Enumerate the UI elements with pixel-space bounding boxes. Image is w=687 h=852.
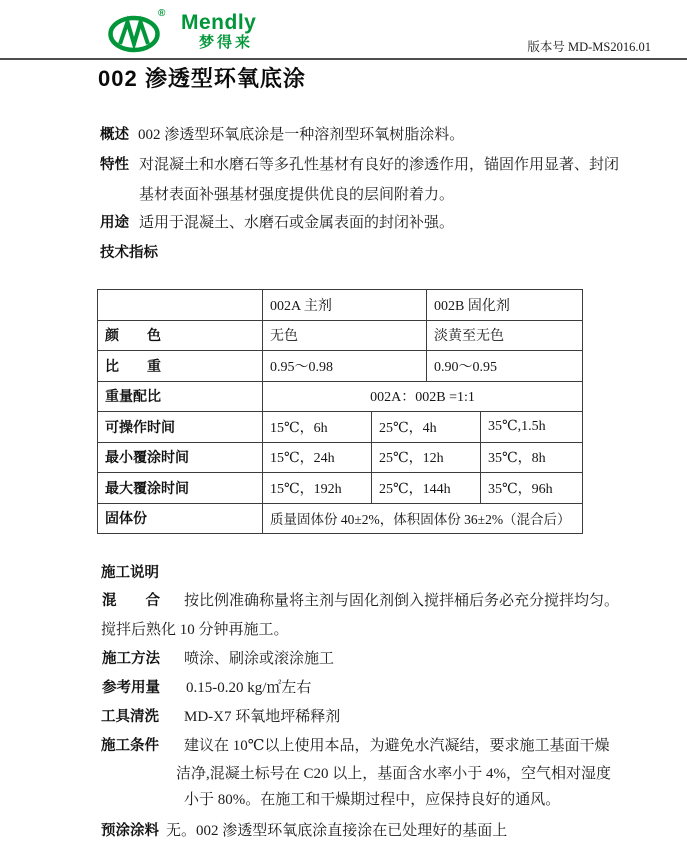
features-line1: 对混凝土和水磨石等多孔性基材有良好的渗透作用，锚固作用显著、封闭 xyxy=(139,157,620,173)
spec-cell: 25℃，4h xyxy=(372,412,481,443)
conditions-line2: 洁净,混凝土标号在 C20 以上，基面含水率小于 4%，空气相对湿度 xyxy=(176,766,612,782)
usage-text: 适用于混凝土、水磨石或金属表面的封闭补强。 xyxy=(139,215,455,231)
mixing-text-line2: 搅拌后熟化 10 分钟再施工。 xyxy=(101,622,289,638)
mixing-text: 按比例准确称量将主剂与固化剂倒入搅拌桶后务必充分搅拌均匀。 xyxy=(184,593,620,609)
spec-cell: 35℃，8h xyxy=(481,442,583,473)
dosage-text: 0.15-0.20 kg/㎡左右 xyxy=(186,680,312,696)
spec-row-color xyxy=(98,320,583,351)
spec-row-min-recoat xyxy=(98,442,583,473)
tech-specs-heading: 技术指标 xyxy=(100,245,158,261)
spec-cell: 颜 色 xyxy=(98,320,263,351)
spec-cell: 15℃，6h xyxy=(263,412,372,443)
mixing-label: 混 合 xyxy=(102,593,160,609)
spec-row-solids xyxy=(98,503,583,534)
precoat-text: 无。002 渗透型环氧底涂直接涂在已处理好的基面上 xyxy=(166,823,508,839)
spec-row-header xyxy=(98,290,583,321)
spec-cell: 15℃，24h xyxy=(263,442,372,473)
overview-label: 概述 xyxy=(100,127,129,143)
cleaning-label: 工具清洗 xyxy=(101,709,159,725)
page-title: 002 渗透型环氧底涂 xyxy=(98,66,306,91)
spec-row-ratio xyxy=(98,381,583,412)
spec-row-max-recoat xyxy=(98,473,583,504)
spec-row-gravity xyxy=(98,351,583,382)
method-label: 施工方法 xyxy=(102,651,160,667)
spec-cell: 固体份 xyxy=(98,503,263,534)
usage-label: 用途 xyxy=(100,215,129,231)
spec-cell: 重量配比 xyxy=(98,381,263,412)
cleaning-text: MD-X7 环氧地坪稀释剂 xyxy=(184,709,341,725)
spec-cell: 可操作时间 xyxy=(98,412,263,443)
spec-row-worktime xyxy=(98,412,583,443)
spec-cell: 002A：002B =1:1 xyxy=(263,381,583,412)
spec-cell xyxy=(98,290,263,321)
spec-table xyxy=(97,289,583,534)
spec-cell: 35℃,1.5h xyxy=(481,412,583,443)
mendly-logo-icon xyxy=(108,15,160,53)
spec-cell: 25℃，12h xyxy=(372,442,481,473)
conditions-line1: 建议在 10℃以上使用本品，为避免水汽凝结，要求施工基面干燥 xyxy=(184,738,610,754)
spec-cell: 0.90～0.95 xyxy=(427,351,583,382)
spec-cell: 25℃，144h xyxy=(372,473,481,504)
construction-heading: 施工说明 xyxy=(101,565,159,581)
spec-cell: 002A 主剂 xyxy=(263,290,427,321)
features-label: 特性 xyxy=(100,157,129,173)
spec-cell: 无色 xyxy=(263,320,427,351)
features-line2: 基材表面补强基材强度提供优良的层间附着力。 xyxy=(139,187,455,203)
spec-cell: 比 重 xyxy=(98,351,263,382)
spec-cell: 淡黄至无色 xyxy=(427,320,583,351)
spec-cell: 15℃，192h xyxy=(263,473,372,504)
registered-mark: ® xyxy=(158,8,166,19)
precoat-label: 预涂涂料 xyxy=(101,823,159,839)
version-label: 版本号 MD-MS2016.01 xyxy=(527,40,651,54)
dosage-label: 参考用量 xyxy=(102,680,160,696)
conditions-line3: 小于 80%。在施工和干燥期过程中，应保持良好的通风。 xyxy=(184,792,561,808)
conditions-label: 施工条件 xyxy=(101,738,159,754)
spec-cell: 002B 固化剂 xyxy=(427,290,583,321)
spec-cell: 最大覆涂时间 xyxy=(98,473,263,504)
spec-cell: 最小覆涂时间 xyxy=(98,442,263,473)
method-text: 喷涂、刷涂或滚涂施工 xyxy=(184,651,335,667)
spec-cell: 35℃，96h xyxy=(481,473,583,504)
brand-name-cn: 梦得来 xyxy=(199,34,254,51)
overview-text: 002 渗透型环氧底涂是一种溶剂型环氧树脂涂料。 xyxy=(138,127,465,143)
spec-cell: 质量固体份 40±2%，体积固体份 36±2%（混合后） xyxy=(263,503,583,534)
header-rule xyxy=(0,58,687,60)
spec-cell: 0.95～0.98 xyxy=(263,351,427,382)
brand-name: Mendly xyxy=(181,11,257,34)
